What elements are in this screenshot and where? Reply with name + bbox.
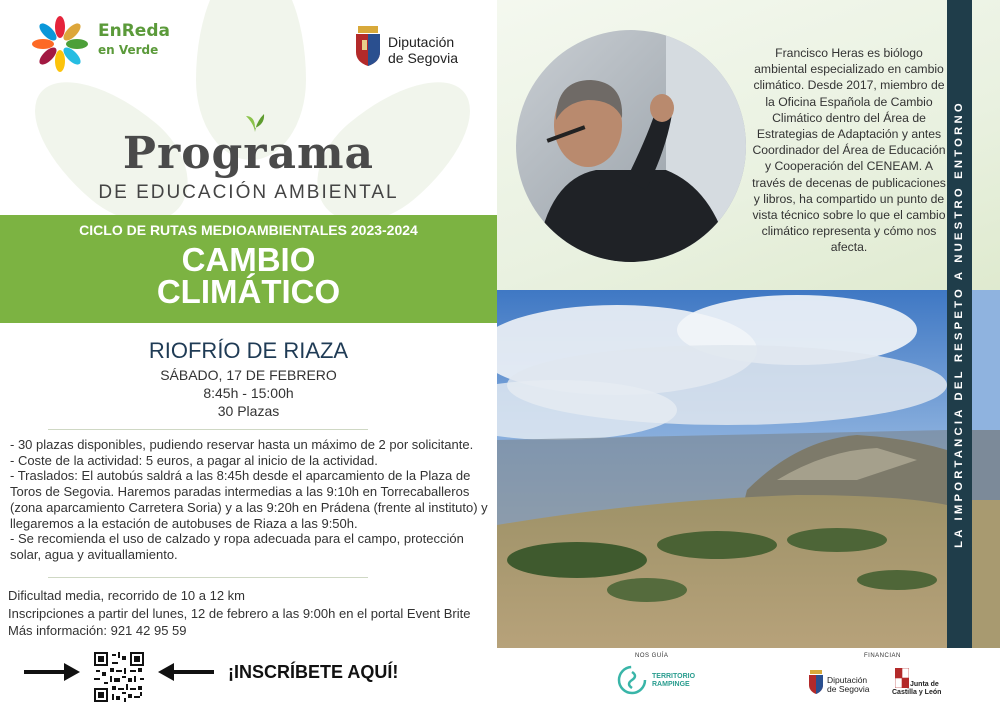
details-item: - Traslados: El autobús saldrá a las 8:45h desde el aparcamiento de la Plaza de Toros de Segovia. Haremos paradas intermedias a las 9:10h en Torrecaballeros (zona aparcamiento Carretera Soria) y a las 9:20h en Prádena (frente al instituto) y llegaremos a la estación de autobuses de Riaza a las 9:50h. [10,468,488,531]
footer-info [8,587,493,640]
event-date: SÁBADO, 17 DE FEBRERO [160,367,337,383]
program-subtitle: DE EDUCACIÓN AMBIENTAL [98,182,399,203]
event-place: RIOFRÍO DE RIAZA [148,338,349,363]
fund-label: FINANCIAN [864,653,901,659]
details-list [10,437,495,563]
difficulty-text: Dificultad media, recorrido de 10 a 12 km [8,588,246,603]
guide-name: TERRITORIO RAMPINGE [652,673,696,688]
divider [48,577,368,578]
event-seats: 30 Plazas [217,403,280,419]
right-panel: Francisco Heras es biólogo ambiental especializado en cambio climático. Desde 2017, miembro de la Oficina Española de Cambio Climático dentro del Área de Estrategias de Adaptación y antes Coordinador del Área de Educación y Cooperación del CENEAM. A través de decenas de publicaciones y libros, ha compartido un punto de vista técnico sobre lo que el cambio climático representa y cómo nos afecta. LA IMPORTANCIA DEL RESPETO A NUESTRO ENTORNO NOS GUÍA TERRITORIO RAMPINGE FINANCIAN Diputación de Segovia Junta de Castilla y León [497,0,1000,707]
left-panel [0,0,497,707]
info-phone-text: Más información: 921 42 95 59 [8,623,187,638]
registration-text: Inscripciones a partir del lunes, 12 de febrero a las 9:00h en el portal Event Brite [8,605,471,621]
funder-junta: Junta de Castilla y León [892,681,942,696]
arrow-left-icon [158,662,214,682]
theme-title: CAMBIO CLIMÁTICO [156,241,341,310]
details-item: - 30 plazas disponibles, pudiendo reservar hasta un máximo de 2 por solicitante. [10,437,474,452]
diputacion-logo-text: Diputación de Segovia [388,34,459,66]
event-time: 8:45h - 15:00h [203,385,294,401]
funder-diputacion: Diputación de Segovia [827,675,870,694]
enreda-logo-icon [30,14,90,74]
guide-label: NOS GUÍA [635,653,669,659]
divider [48,429,368,430]
landscape-photo-edge [972,290,1000,648]
cycle-label: CICLO DE RUTAS MEDIOAMBIENTALES 2023-2024 [79,222,418,238]
arrow-right-icon [24,662,80,682]
signup-link[interactable]: ¡INSCRÍBETE AQUÍ! [228,662,399,682]
sponsors-bar [497,648,1000,707]
speaker-photo [516,30,746,262]
details-item: - Coste de la actividad: 5 euros, a pagar al inicio de la actividad. [10,452,378,468]
enreda-logo-text: EnReda en Verde [98,21,170,57]
diputacion-shield-icon [354,26,382,66]
diputacion-shield-icon [808,670,824,694]
qr-code[interactable] [94,652,144,702]
speaker-bio: Francisco Heras es biólogo ambiental especializado en cambio climático. Desde 2017, miembro de la Oficina Española de Cambio Climático dentro del Área de Estrategias de Adaptación y antes Coordinador del Área de Educación y Cooperación del CENEAM. A través de decenas de publicaciones y libros, ha compartido un punto de vista técnico sobre lo que el cambio climático representa y cómo nos afecta. [752,46,946,255]
landscape-photo [497,290,947,648]
program-title: Programa [122,128,375,179]
details-item: - Se recomienda el uso de calzado y ropa adecuada para el campo, protección solar, agua y avituallamiento. [10,531,464,562]
territorio-rampinge-logo-icon [616,664,648,696]
